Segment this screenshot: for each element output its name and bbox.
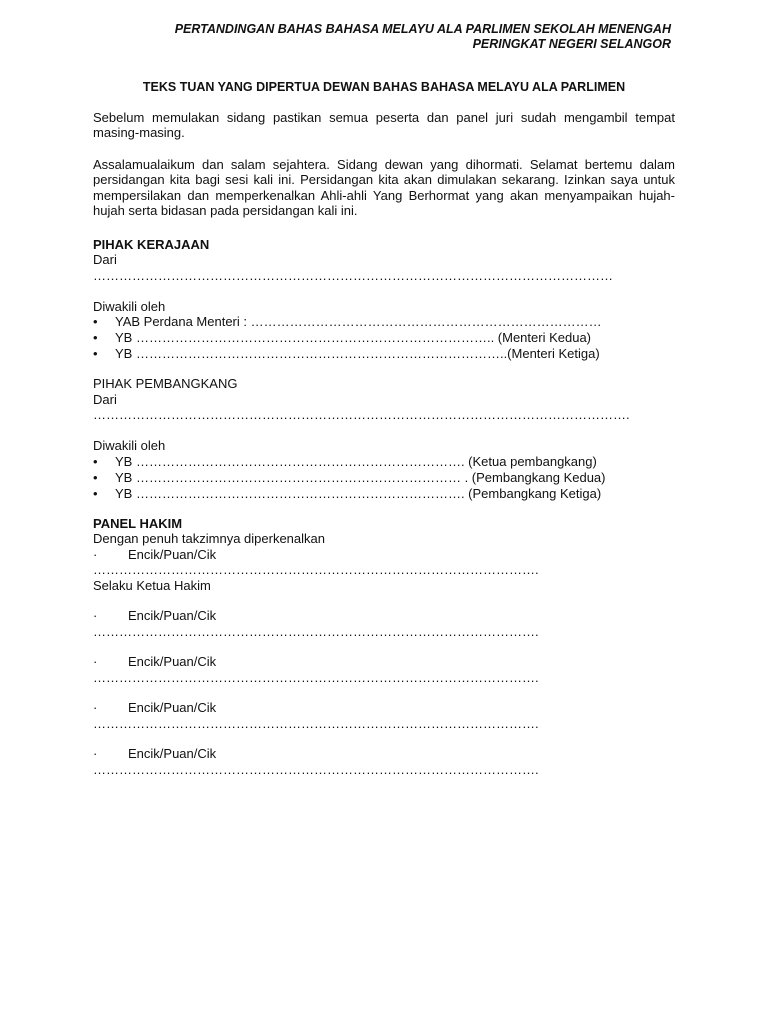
header-line-2: PERINGKAT NEGERI SELANGOR [472, 37, 671, 51]
pembangkang-member-ketua: • YB …………………………………………………………………. (Ketua pembangkang) [93, 454, 675, 470]
document-page [93, 22, 675, 777]
panel-heading: PANEL HAKIM [93, 515, 183, 531]
judge-3-label [93, 654, 675, 670]
pembangkang-member-kedua: • YB ………………………………………………………………… . (Pembangkang Kedua) [93, 470, 675, 486]
panel-intro: Dengan penuh takzimnya diperkenalkan [93, 531, 325, 546]
pembangkang-member-ketiga: • YB …………………………………………………………………. (Pembangkang Ketiga) [93, 486, 675, 502]
judge-5-label [93, 746, 675, 762]
judge-4-blank: …………………………………………………………………………………………. [93, 715, 539, 731]
greeting-paragraph: Assalamualaikum dan salam sejahtera. Sidang dewan yang dihormati. Selamat bertemu dalam persidangan kita bagi sesi kali ini. Persidangan kita akan dimulakan sekarang. Izinkan saya untuk mempersilakan dan memperkenalkan Ahli-ahli Yang Berhormat yang akan menyampaikan hujah-hujah serta bidasan pada persidangan kali ini. [93, 156, 675, 218]
judge-1-label [93, 547, 675, 563]
judge-1-title: Encik/Puan/Cik [128, 546, 217, 562]
kerajaan-member-perdana-menteri: • YAB Perdana Menteri : ……………………………………………………………………… [93, 314, 675, 330]
judge-5-title: Encik/Puan/Cik [128, 746, 217, 761]
document-header [93, 22, 675, 52]
kerajaan-diwakili-label: Diwakili oleh [93, 298, 166, 314]
judge-4-bullet: · [93, 700, 98, 715]
judge-3-blank: …………………………………………………………………………………………. [93, 669, 539, 685]
pembangkang-diwakili-label: Diwakili oleh [93, 438, 166, 453]
document-title: TEKS TUAN YANG DIPERTUA DEWAN BAHAS BAHASA MELAYU ALA PARLIMEN [142, 80, 626, 94]
judge-1-blank: …………………………………………………………………………………………. [93, 562, 539, 577]
judge-2-bullet: · [93, 608, 98, 623]
kerajaan-dari-label: Dari [93, 252, 117, 267]
kerajaan-heading: PIHAK KERAJAAN [93, 236, 210, 252]
judge-1-bullet: · [93, 546, 98, 562]
pembangkang-dari-blank: ……………………………………………………………………………………………………………. [93, 407, 630, 422]
ketua-hakim-label: Selaku Ketua Hakim [93, 577, 211, 593]
pembangkang-dari-label: Dari [93, 391, 117, 407]
judge-5-bullet: · [93, 746, 98, 761]
judge-2-blank: …………………………………………………………………………………………. [93, 623, 539, 639]
kerajaan-dari-blank: ………………………………………………………………………………………………………… [93, 267, 613, 283]
intro-paragraph: Sebelum memulakan sidang pastikan semua peserta dan panel juri sudah mengambil tempat masing-masing. [93, 109, 675, 140]
kerajaan-member-menteri-ketiga: • YB …………………………………………………………………………..(Menteri Ketiga) [93, 346, 675, 362]
judge-4-label [93, 700, 675, 716]
pembangkang-member-list [93, 454, 675, 502]
judge-5-blank: …………………………………………………………………………………………. [93, 761, 539, 777]
judge-2-title: Encik/Puan/Cik [128, 608, 217, 623]
judge-4-title: Encik/Puan/Cik [128, 700, 217, 715]
judge-3-title: Encik/Puan/Cik [128, 654, 217, 669]
kerajaan-member-list [93, 314, 675, 362]
header-line-1: PERTANDINGAN BAHAS BAHASA MELAYU ALA PARLIMEN SEKOLAH MENENGAH [174, 22, 671, 36]
kerajaan-member-menteri-kedua: • YB ……………………………………………………………………….. (Menteri Kedua) [93, 330, 675, 346]
pembangkang-heading: PIHAK PEMBANGKANG [93, 376, 238, 391]
judge-3-bullet: · [93, 654, 98, 669]
judge-2-label [93, 608, 675, 624]
